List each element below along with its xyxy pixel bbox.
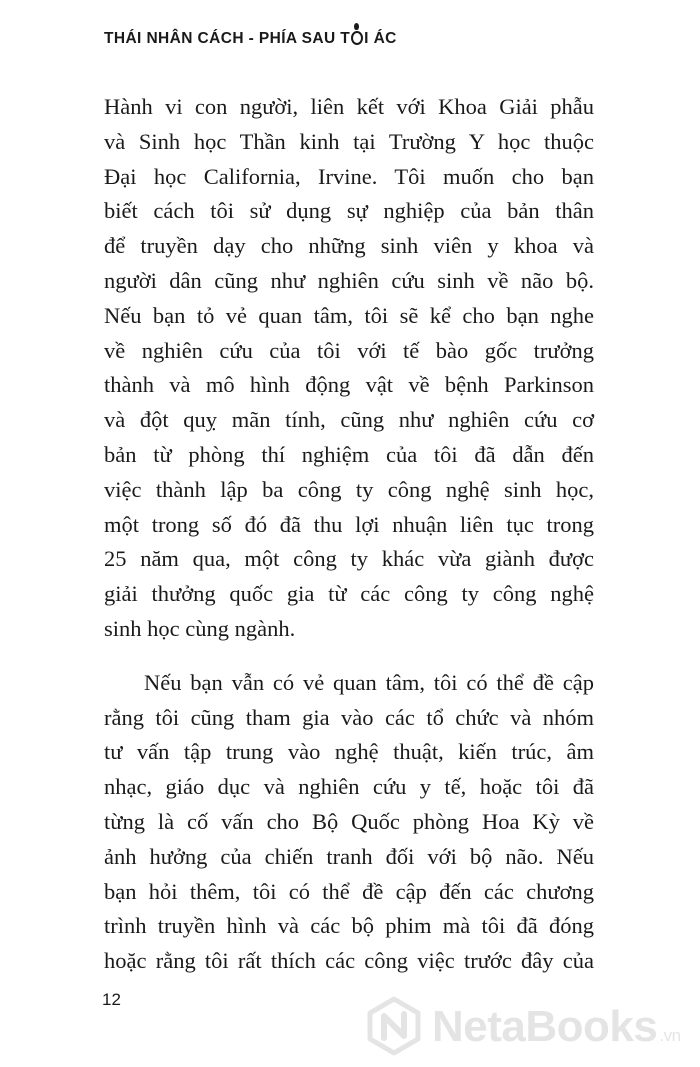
paragraph-1 xyxy=(104,90,594,647)
text-line: 25 năm qua, một công ty khác vừa giành được xyxy=(104,546,594,572)
text-line: sinh học cùng ngành. xyxy=(104,615,296,641)
text-line: Nếu bạn vẫn có vẻ quan tâm, tôi có thể đề cập xyxy=(144,669,594,695)
text-line: hoặc rằng tôi rất thích các công việc trước đây của xyxy=(104,948,594,974)
running-header-text-start: THÁI NHÂN CÁCH - PHÍA SAU T xyxy=(104,30,351,47)
watermark-text xyxy=(432,1002,681,1052)
text-line: giải thưởng quốc gia từ các công ty công nghệ xyxy=(104,581,594,607)
text-line: rằng tôi cũng tham gia vào các tổ chức và nhóm xyxy=(104,704,594,730)
body-text xyxy=(104,90,594,979)
text-line: biết cách tôi sử dụng sự nghiệp của bản thân xyxy=(104,198,594,224)
watermark xyxy=(364,996,700,1060)
text-line: từng là cố vấn cho Bộ Quốc phòng Hoa Kỳ về xyxy=(104,808,594,834)
text-line: nhạc, giáo dục và nghiên cứu y tế, hoặc tôi đã xyxy=(104,774,594,800)
text-line: để truyền dạy cho những sinh viên y khoa và xyxy=(104,233,594,259)
text-line: thành và mô hình động vật về bệnh Parkinson xyxy=(104,372,594,398)
text-line: một trong số đó đã thu lợi nhuận liên tục trong xyxy=(104,511,594,537)
text-line: bản từ phòng thí nghiệm của tôi đã dẫn đến xyxy=(104,441,594,467)
paragraph-spacer xyxy=(104,647,594,666)
text-line: Nếu bạn tỏ vẻ quan tâm, tôi sẽ kể cho bạn nghe xyxy=(104,302,594,328)
page-number: 12 xyxy=(102,990,121,1009)
text-line: tư vấn tập trung vào nghệ thuật, kiến trúc, âm xyxy=(104,739,594,765)
running-header-text-end: I ÁC xyxy=(364,30,397,47)
text-line: và đột quỵ mãn tính, cũng như nghiên cứu cơ xyxy=(104,407,594,433)
paragraph-2 xyxy=(104,666,594,979)
text-line: và Sinh học Thần kinh tại Trường Y học thuộc xyxy=(104,128,594,154)
watermark-brand: NetaBooks xyxy=(432,1002,658,1051)
running-header xyxy=(104,30,397,48)
text-line: Hành vi con người, liên kết với Khoa Giải phẫu xyxy=(104,94,594,119)
netabooks-logo-icon xyxy=(364,996,424,1056)
watermark-suffix: .vn xyxy=(659,1026,681,1045)
text-line: người dân cũng như nghiên cứu sinh về não bộ. xyxy=(104,267,594,293)
text-line: việc thành lập ba công ty công nghệ sinh học, xyxy=(104,476,594,502)
text-line: về nghiên cứu của tôi với tế bào gốc trưởng xyxy=(104,337,594,363)
text-line: Đại học California, Irvine. Tôi muốn cho bạn xyxy=(104,163,594,189)
ink-drop-icon xyxy=(351,30,363,44)
text-line: ảnh hưởng của chiến tranh đối với bộ não. Nếu xyxy=(104,843,594,869)
text-line: trình truyền hình và các bộ phim mà tôi đã đóng xyxy=(104,913,594,939)
text-line: bạn hỏi thêm, tôi có thể đề cập đến các chương xyxy=(104,878,594,904)
